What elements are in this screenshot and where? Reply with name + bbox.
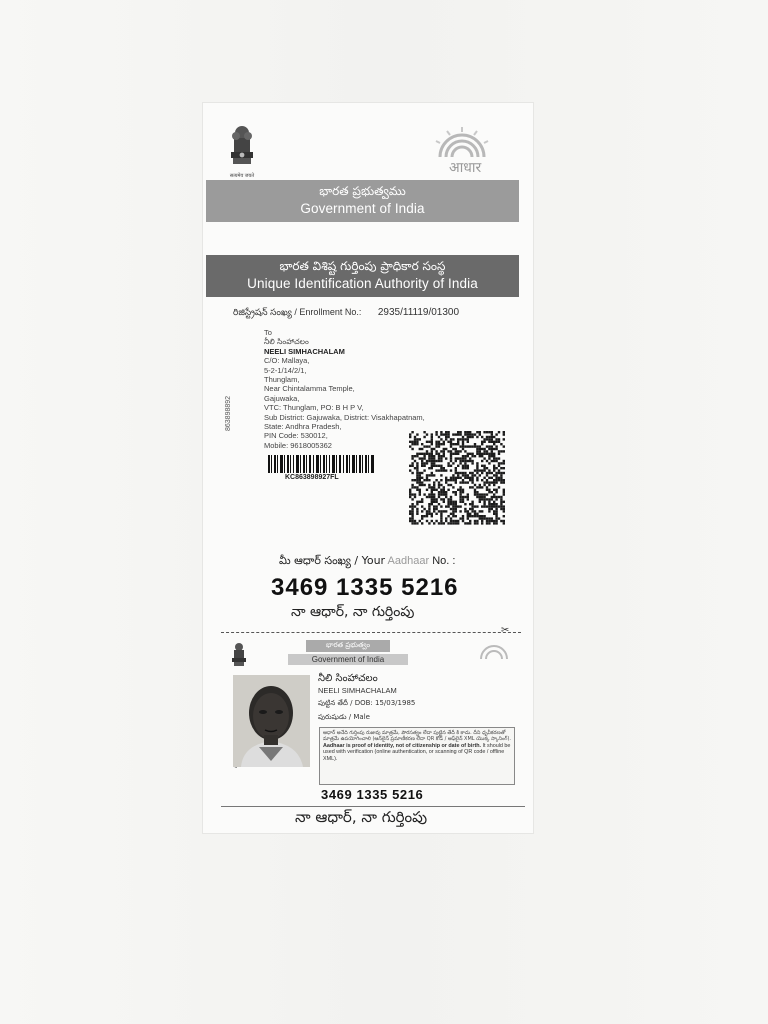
- address-line: Mobile: 9618005362: [264, 440, 332, 450]
- cutout-divider: [221, 806, 525, 807]
- uidai-banner: [206, 255, 519, 297]
- holder-dob: పుట్టిన తేదీ / DOB: 15/03/1985: [318, 699, 416, 707]
- address-line: Sub District: Gajuwaka, District: Visakhapatnam,: [264, 412, 425, 422]
- cutout-gov-telugu: భారత ప్రభుత్వం: [306, 640, 390, 652]
- cut-line: [221, 632, 521, 633]
- state-emblem-small-icon: [230, 641, 248, 669]
- barcode-text: KC863898927FL: [285, 474, 339, 481]
- address-line: Gajuwaka,: [264, 393, 300, 403]
- notice-english-rest: It should be used with verification (online authentication, or scanning of QR code / offline XML).: [323, 742, 511, 762]
- aadhaar-number: 3469 1335 5216: [271, 574, 459, 601]
- holder-name-telugu: నీలి సింహాచలం: [318, 673, 378, 684]
- holder-gender: పురుషుడు / Male: [318, 713, 370, 721]
- recipient-name-telugu: నీలి సింహాచలం: [264, 337, 309, 347]
- scissors-icon: ✂: [501, 625, 510, 636]
- portrait-icon: [233, 675, 310, 767]
- notice-english: [323, 743, 511, 762]
- cutout-aadhaar-number: 3469 1335 5216: [321, 787, 424, 802]
- address-line: C/O: Mallaya,: [264, 356, 310, 366]
- address-line: VTC: Thunglam, PO: B H P V,: [264, 403, 364, 413]
- notice-telugu: ఆధార్ అనేది గుర్తింపు రుజువు మాత్రమే, పౌరసత్వం లేదా పుట్టిన తేదీ కి కాదు. దీని ధృవీకరణతో మాత్రమే ఉపయోగించాలి (ఆన్‌లైన్ ప్రమాణీకరణ లేదా QR కోడ్ / ఆఫ్‌లైన్ XML యొక్క స్కానింగ్).: [323, 730, 511, 743]
- address-line: Near Chintalamma Temple,: [264, 384, 355, 394]
- emblem-caption: सत्यमेव जयते: [229, 173, 255, 179]
- label-faded: Aadhaar: [387, 555, 430, 567]
- address-block: [264, 328, 425, 450]
- address-to: To: [264, 328, 272, 337]
- barcode-icon: [268, 455, 374, 473]
- recipient-name: NEELI SIMHACHALAM: [264, 346, 345, 356]
- address-line: 5-2-1/14/2/1,: [264, 365, 307, 375]
- qr-code-icon: [409, 431, 506, 525]
- holder-name: NEELI SIMHACHALAM: [318, 686, 397, 695]
- enrollment-label: రిజిస్ట్రేషన్ సంఖ్య / Enrollment No.:: [233, 307, 362, 317]
- government-banner: [206, 180, 519, 222]
- tagline: నా ఆధార్, నా గుర్తింపు: [291, 604, 415, 620]
- gov-telugu: భారత ప్రభుత్వము: [319, 184, 406, 198]
- notice-english-bold: Aadhaar is proof of identity, not of citizenship or date of birth.: [323, 742, 482, 749]
- label-end: No. :: [432, 555, 456, 567]
- label-telugu: మీ ఆధార్ సంఖ్య / Your: [279, 554, 386, 567]
- cutout-gov-banner: [288, 640, 408, 666]
- address-line: State: Andhra Pradesh,: [264, 422, 342, 432]
- aadhaar-letter: [203, 103, 533, 833]
- aadhaar-number-label: [279, 554, 455, 570]
- aadhaar-logo-small-icon: [474, 635, 514, 663]
- enrollment-line: [233, 307, 459, 320]
- side-reference-number: 863898892: [225, 395, 232, 431]
- address-line: PIN Code: 530012,: [264, 431, 328, 441]
- address-line: Thunglam,: [264, 375, 300, 385]
- identity-notice: [319, 727, 515, 785]
- uidai-english: Unique Identification Authority of India: [247, 276, 478, 291]
- cutout-tagline: నా ఆధార్, నా గుర్తింపు: [295, 808, 428, 826]
- enrollment-number: 2935/11119/01300: [377, 307, 460, 318]
- uidai-telugu: భారత విశిష్ట గుర్తింపు ప్రాధికార సంస్థ: [279, 259, 446, 273]
- gov-english: Government of India: [300, 201, 425, 216]
- cutout-gov-english: Government of India: [288, 654, 408, 665]
- aadhaar-logo-text: आधार: [449, 160, 482, 176]
- state-emblem-icon: [225, 123, 259, 175]
- holder-photo: [233, 675, 310, 767]
